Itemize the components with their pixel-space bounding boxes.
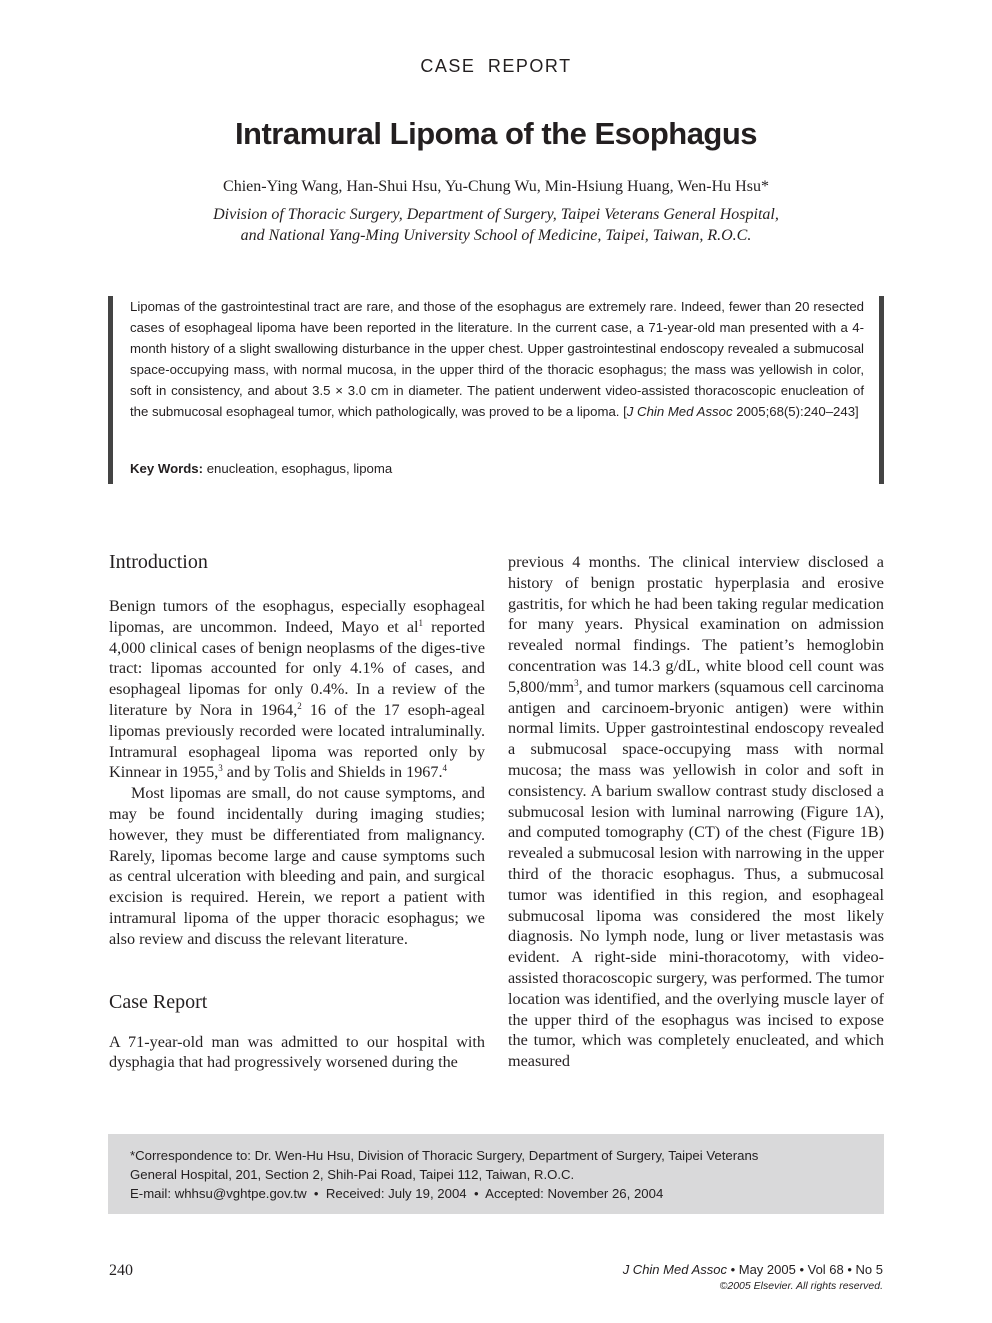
- abstract-right-rule: [879, 296, 884, 484]
- intro-text: and by Tolis and Shields in 1967.: [222, 763, 443, 782]
- abstract-citation-journal: J Chin Med Assoc: [626, 404, 733, 419]
- keywords-list: enucleation, esophagus, lipoma: [203, 461, 393, 476]
- abstract-body: Lipomas of the gastrointestinal tract are rare, and those of the esophagus are extremely rare. Indeed, fewer than 20 resected cases of esophageal lipoma have been reported in the literature. In the current case, a 71-year-old man presented with a 4-month history of a slight swallowing disturbance in the upper chest. Upper gastrointestinal endoscopy revealed a submucosal space-occupying mass, with normal mucosa, in the upper third of the thoracic esophagus; the mass was yellowish in color, soft in consistency, and about 3.5 × 3.0 cm in diameter. The patient underwent video-assisted thoracoscopic enucleation of the submucosal esophageal tumor, which pathologically, was proved to be a lipoma. [: [130, 299, 864, 419]
- right-column: [508, 552, 884, 1072]
- journal-info: [623, 1262, 883, 1278]
- introduction-paragraph-2: Most lipomas are small, do not cause symptoms, and may be found incidentally during imaging studies; however, they must be differentiated from malignancy. Rarely, lipomas become large and cause symptoms such as central ulceration with bleeding and pain, and surgical excision is required. Herein, we report a patient with intramural lipoma of the upper thoracic esophagus; we also review and discuss the relevant literature.: [109, 784, 485, 948]
- keywords: [130, 461, 392, 477]
- reference-3[interactable]: 3: [218, 763, 223, 774]
- keywords-label: Key Words:: [130, 461, 204, 476]
- page-number: 240: [109, 1262, 133, 1279]
- case-report-paragraph-1: A 71-year-old man was admitted to our hospital with dysphagia that had progressively worsened during the: [109, 1032, 485, 1072]
- unit-superscript: 3: [574, 677, 579, 688]
- affiliation-line-1: Division of Thoracic Surgery, Department of Surgery, Taipei Veterans General Hospital,: [213, 206, 779, 223]
- case-report-paragraph-continued: [508, 552, 884, 1072]
- abstract-citation-details: 2005;68(5):240–243]: [732, 404, 859, 419]
- intro-text: 16 of the 17 esoph-ageal lipomas previously recorded were located intraluminally. Intramural esophageal lipoma was reported only by Kinnear in 1955,: [109, 700, 486, 782]
- section-label: CASE REPORT: [420, 56, 572, 76]
- case-report-heading: Case Report: [109, 990, 208, 1013]
- journal-footer: [623, 1262, 883, 1294]
- introduction-paragraph-1: [109, 596, 485, 783]
- correspondence-box: [108, 1134, 884, 1214]
- reference-1[interactable]: 1: [418, 617, 424, 628]
- reference-4[interactable]: 4: [442, 763, 448, 774]
- correspondence-line-2: General Hospital, 201, Section 2, Shih-Pai Road, Taipei 112, Taiwan, R.O.C.: [130, 1167, 575, 1182]
- journal-issue: • May 2005 • Vol 68 • No 5: [726, 1262, 883, 1277]
- case-text: previous 4 months. The clinical interview disclosed a history of benign prostatic hyperplasia and erosive gastritis, for which he had been taking regular medication for many years. Physical examination on admission revealed normal findings. The patient’s hemoglobin concentration was 14.3 g/dL, white blood cell count was 5,800/mm: [508, 553, 884, 696]
- affiliation: [0, 204, 992, 246]
- left-column: [109, 550, 485, 1073]
- abstract-left-rule: [108, 296, 113, 484]
- correspondence-line-1: *Correspondence to: Dr. Wen-Hu Hsu, Division of Thoracic Surgery, Department of Surgery, Taipei Veterans: [130, 1148, 759, 1163]
- intro-text: Benign tumors of the esophagus, especially esophageal lipomas, are uncommon. Indeed, Mayo et al: [109, 597, 485, 636]
- copyright: ©2005 Elsevier. All rights reserved.: [719, 1280, 883, 1292]
- reference-2[interactable]: 2: [297, 700, 302, 711]
- correspondence-line-3: E-mail: whhsu@vghtpe.gov.tw • Received: July 19, 2004 • Accepted: November 26, 2004: [130, 1186, 664, 1201]
- abstract-text: [130, 296, 864, 422]
- case-text: , and tumor markers (squamous cell carcinoma antigen and carcinoem-bryonic antigen) were within normal limits. Upper gastrointestinal endoscopy revealed a submucosal space-occupying mass with normal mucosa; the mass was yellowish in color and soft in consistency. A barium swallow contrast study disclosed a submucosal lesion with luminal narrowing (Figure 1A), and computed tomography (CT) of the chest (Figure 1B) revealed a submucosal lesion with narrowing in the upper third of the thoracic esophagus. Thus, a submucosal tumor was identified in this region, and esophageal submucosal lipoma was considered the most likely diagnosis. No lymph node, lung or liver metastasis was evident. A right-side mini-thoracotomy, with video-assisted thoracoscopic surgery, was performed. The tumor location was identified, and the overlying muscle layer of the upper third of the esophagus was incised to expose the tumor, which was completely enucleated, and which measured: [508, 677, 884, 1071]
- journal-name: J Chin Med Assoc: [622, 1262, 727, 1277]
- affiliation-line-2: and National Yang-Ming University School of Medicine, Taipei, Taiwan, R.O.C.: [240, 227, 752, 244]
- introduction-heading: Introduction: [109, 551, 208, 573]
- page-title: Intramural Lipoma of the Esophagus: [234, 116, 758, 151]
- abstract-box: [108, 296, 884, 484]
- intro-text: reported 4,000 clinical cases of benign neoplasms of the diges-tive tract: lipomas accounted for only 4.1% of cases, and esophageal lipomas for only 0.4%. In a review of the literature by Nora in 1964,: [109, 617, 486, 719]
- author-list: Chien-Ying Wang, Han-Shui Hsu, Yu-Chung Wu, Min-Hsiung Huang, Wen-Hu Hsu*: [223, 178, 769, 195]
